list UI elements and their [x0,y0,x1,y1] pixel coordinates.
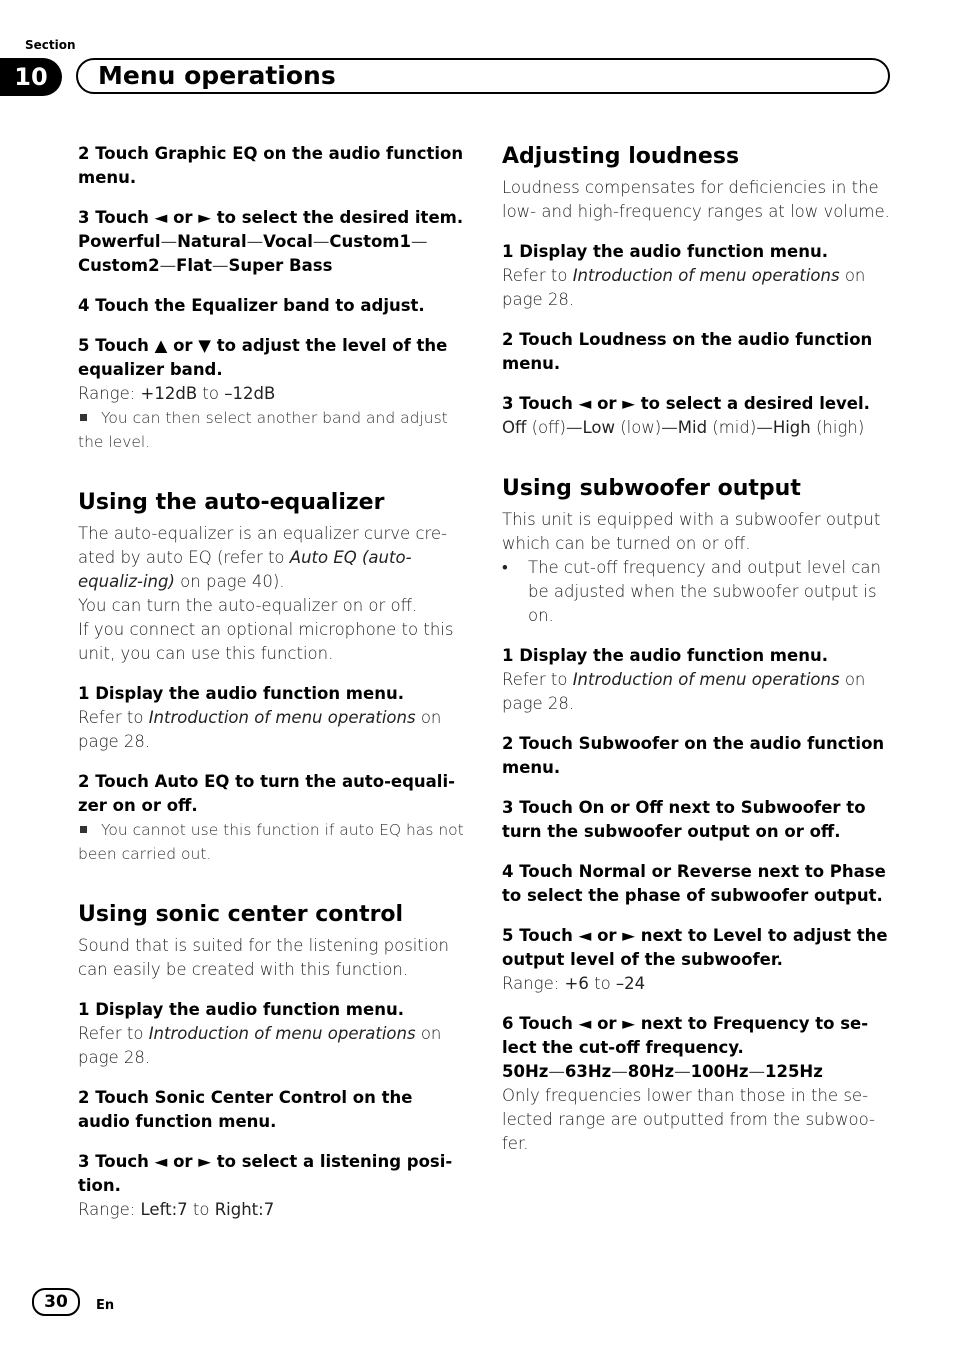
step-display-menu: 1 Display the audio function menu. [502,646,828,665]
note [78,406,468,454]
auto-ref: Auto EQ (auto-equaliz-ing) [78,548,412,591]
range-to-word: to [187,1200,215,1219]
range-from: +12dB [140,384,198,403]
range-prefix: Range: [502,974,565,993]
range-text [78,382,468,406]
section-number: 10 [0,58,62,96]
bullet-text: The cut-off frequency and output level can be adjusted when the subwoofer output is on. [528,558,881,625]
step-loudness-level: 3 Touch ◄ or ► to select a desired level. [502,394,870,413]
step-graphic-eq: 2 Touch Graphic EQ on the audio function menu. [78,144,464,187]
range-to-word: to [197,384,225,403]
language-label: En [96,1298,115,1313]
section-label: Section [25,38,76,52]
refer-suffix: on page 28. [78,708,442,751]
step-subwoofer: 2 Touch Subwoofer on the audio function menu. [502,734,885,777]
bullet-dot-icon: • [502,558,508,577]
note-text: You can then select another band and adjust the level. [78,409,448,451]
auto-text: The auto-equalizer is an equalizer curve cre-ated by auto EQ (refer to [78,524,448,567]
note-text: You cannot use this function if auto EQ has not been carried out. [78,821,464,863]
frequency-options: 50Hz—63Hz—80Hz—100Hz—125Hz [502,1062,823,1081]
step-display-menu: 1 Display the audio function menu. [502,242,828,261]
step-loudness: 2 Touch Loudness on the audio function menu. [502,330,873,373]
title-bar [76,58,890,94]
left-column [78,142,468,1222]
eq-option: Powerful [78,232,161,251]
level-option: Off [502,418,527,437]
range-to-word: to [588,974,616,993]
refer-prefix: Refer to [78,708,149,727]
range-from: +6 [564,974,589,993]
loudness-paragraph: Loudness compensates for deficiencies in the low- and high-frequency ranges at low volume. [502,178,890,221]
page-title: Menu operations [98,61,336,90]
range-to: –12dB [224,384,276,403]
step-level: 5 Touch ▲ or ▼ to adjust the level of the equalizer band. [78,336,448,379]
refer-title: Introduction of menu operations [572,266,840,285]
bullet-item [502,556,892,628]
eq-option: Flat [176,256,213,275]
step-frequency: 6 Touch ◄ or ► next to Frequency to se-lect the cut-off frequency. [502,1014,869,1057]
step-select-item: 3 Touch ◄ or ► to select the desired item. [78,208,464,227]
right-column [502,142,892,1156]
refer-suffix: on page 28. [502,670,866,713]
level-option: High [772,418,811,437]
note [78,818,468,866]
freq-option: 63Hz [564,1062,612,1081]
heading-sonic-center: Using sonic center control [78,902,404,927]
auto-paragraph [78,522,468,594]
range-text [78,1198,468,1222]
level-desc: (low) [614,418,662,437]
frequency-paragraph: Only frequencies lower than those in the se-lected range are outputted from the subwoo-fer. [502,1086,875,1153]
refer-prefix: Refer to [78,1024,149,1043]
refer-text [502,668,892,716]
freq-option: 125Hz [764,1062,823,1081]
level-desc: (off) [526,418,566,437]
eq-option: Custom2 [78,256,160,275]
freq-option: 100Hz [690,1062,749,1081]
range-from: Left:7 [140,1200,188,1219]
refer-prefix: Refer to [502,670,573,689]
refer-title: Introduction of menu operations [572,670,840,689]
refer-title: Introduction of menu operations [148,1024,416,1043]
level-option: Mid [677,418,708,437]
step-display-menu: 1 Display the audio function menu. [78,1000,404,1019]
step-listening-position: 3 Touch ◄ or ► to select a listening posi-tion. [78,1152,453,1195]
step-subwoofer-on-off: 3 Touch On or Off next to Subwoofer to turn the subwoofer output on or off. [502,798,866,841]
refer-text [78,706,468,754]
refer-text [502,264,892,312]
auto-text-end: on page 40). [174,572,285,591]
range-prefix: Range: [78,1200,141,1219]
auto-paragraph-2: You can turn the auto-equalizer on or off. [78,596,418,615]
range-prefix: Range: [78,384,141,403]
refer-suffix: on page 28. [502,266,866,309]
heading-subwoofer: Using subwoofer output [502,476,801,501]
range-text [502,972,892,996]
refer-title: Introduction of menu operations [148,708,416,727]
refer-prefix: Refer to [502,266,573,285]
eq-option: Custom1 [329,232,411,251]
eq-option: Super Bass [228,256,333,275]
page-number: 30 [32,1288,80,1316]
step-display-menu: 1 Display the audio function menu. [78,684,404,703]
heading-loudness: Adjusting loudness [502,144,740,169]
freq-option: 80Hz [627,1062,675,1081]
range-to: –24 [615,974,646,993]
level-desc: (high) [810,418,865,437]
step-sub-level: 5 Touch ◄ or ► next to Level to adjust the output level of the subwoofer. [502,926,888,969]
level-option: Low [582,418,615,437]
step-sonic-center: 2 Touch Sonic Center Control on the audio function menu. [78,1088,413,1131]
refer-text [78,1022,468,1070]
auto-paragraph-3: If you connect an optional microphone to this unit, you can use this function. [78,620,454,663]
heading-auto-equalizer: Using the auto-equalizer [78,490,385,515]
range-to: Right:7 [214,1200,275,1219]
step-band: 4 Touch the Equalizer band to adjust. [78,296,425,315]
loudness-levels: Off (off)—Low (low)—Mid (mid)—High (high) [502,418,865,437]
step-phase: 4 Touch Normal or Reverse next to Phase to select the phase of subwoofer output. [502,862,886,905]
eq-option: Vocal [263,232,313,251]
step-auto-eq: 2 Touch Auto EQ to turn the auto-equali-zer on or off. [78,772,455,815]
freq-option: 50Hz [502,1062,549,1081]
square-bullet-icon [80,826,87,833]
subwoofer-paragraph: This unit is equipped with a subwoofer output which can be turned on or off. [502,510,881,553]
sonic-paragraph: Sound that is suited for the listening position can easily be created with this function. [78,936,450,979]
eq-option: Natural [177,232,247,251]
refer-suffix: on page 28. [78,1024,442,1067]
square-bullet-icon [80,414,87,421]
eq-options: Powerful—Natural—Vocal—Custom1—Custom2—Flat—Super Bass [78,232,428,275]
level-desc: (mid) [707,418,757,437]
